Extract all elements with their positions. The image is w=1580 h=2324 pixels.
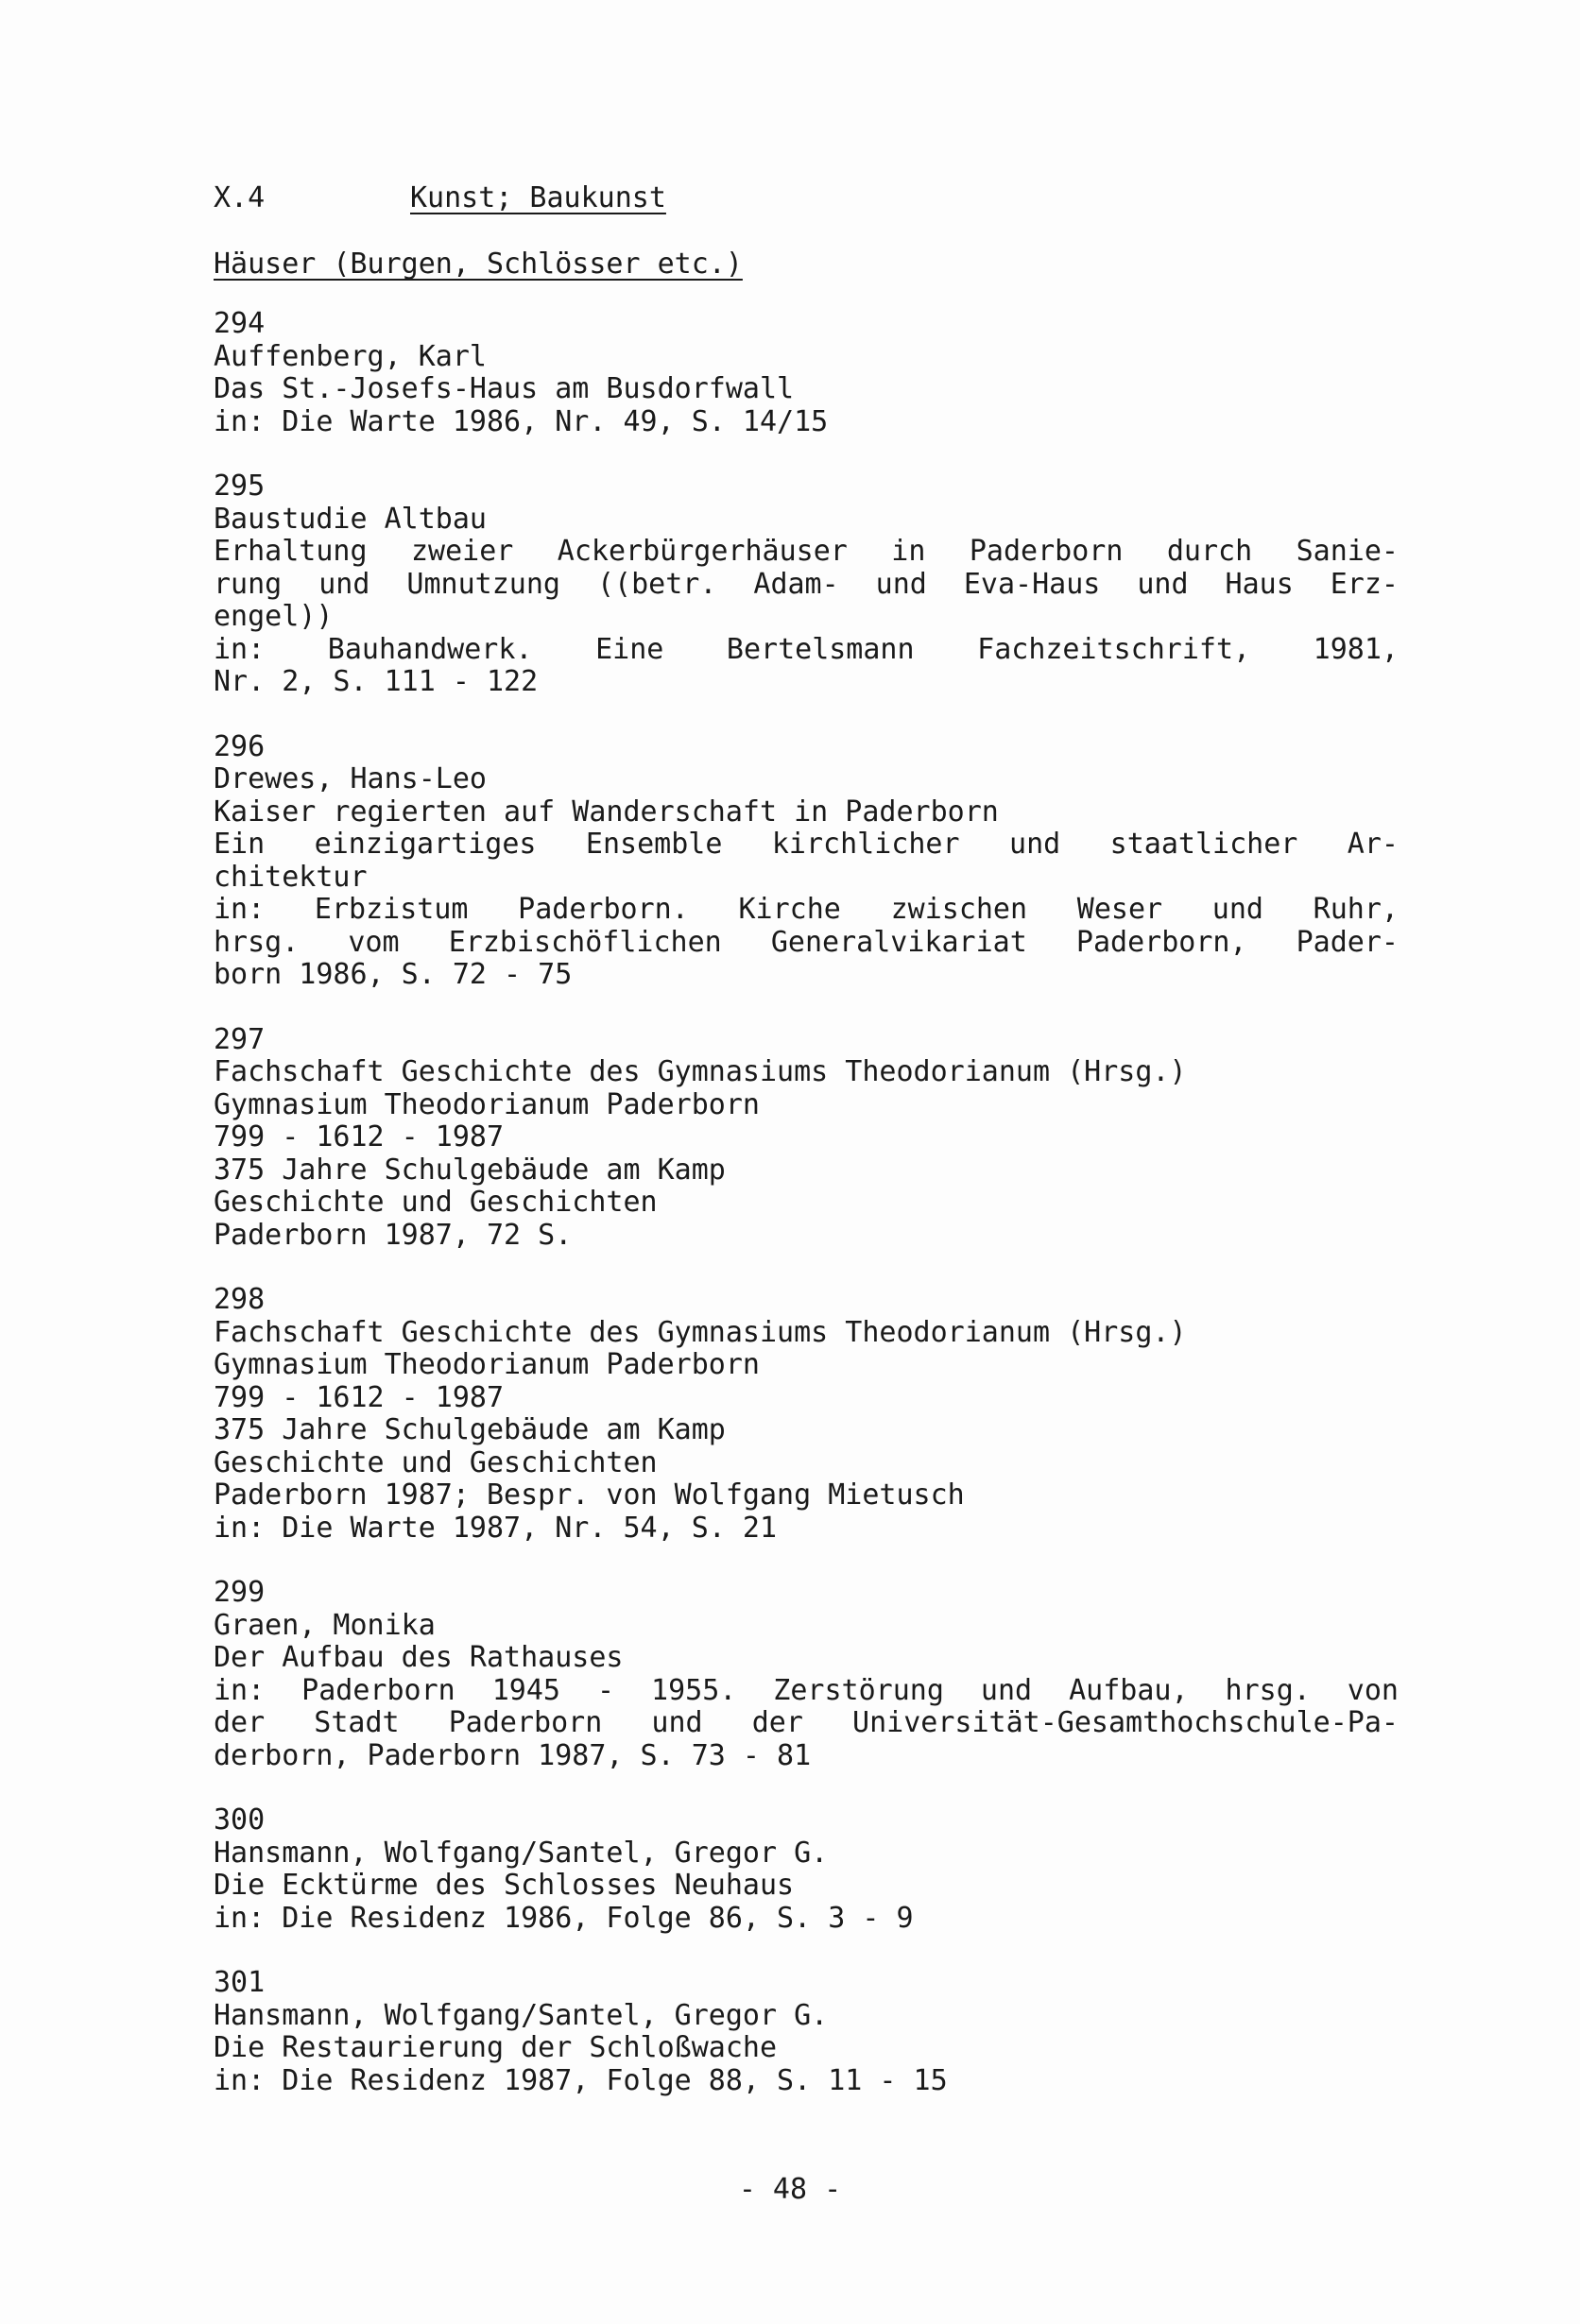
- entry-line: Gymnasium Theodorianum Paderborn: [214, 1087, 760, 1121]
- entry-number: 296: [214, 729, 266, 763]
- entry-line: Hansmann, Wolfgang/Santel, Gregor G.: [214, 1836, 829, 1870]
- entry-line: Fachschaft Geschichte des Gymnasiums Theodorianum (Hrsg.): [214, 1315, 1187, 1349]
- entry-line: in: Die Residenz 1986, Folge 86, S. 3 - 9: [214, 1901, 914, 1935]
- entry-line: born 1986, S. 72 - 75: [214, 958, 573, 991]
- entry-line: 375 Jahre Schulgebäude am Kamp: [214, 1153, 726, 1187]
- bibliography-entry: [214, 1967, 1399, 2097]
- entry-line: engel)): [214, 600, 334, 633]
- entry-line: Paderborn 1987; Bespr. von Wolfgang Mietusch: [214, 1478, 965, 1512]
- entry-line: Geschichte und Geschichten: [214, 1186, 658, 1219]
- entry-number: 294: [214, 307, 266, 340]
- entry-line: Ein einzigartiges Ensemble kirchlicher und staatlicher Ar-: [214, 828, 1399, 861]
- section-number: X.4: [214, 181, 266, 214]
- entry-line: Gymnasium Theodorianum Paderborn: [214, 1348, 760, 1381]
- bibliography-entry: [214, 1577, 1399, 1772]
- entry-number: 295: [214, 470, 266, 503]
- page-number: - 48 -: [738, 2173, 842, 2206]
- entry-number: 298: [214, 1283, 266, 1316]
- entry-line: Kaiser regierten auf Wanderschaft in Paderborn: [214, 795, 999, 829]
- entry-line: Auffenberg, Karl: [214, 339, 487, 373]
- entry-line: derborn, Paderborn 1987, S. 73 - 81: [214, 1738, 812, 1772]
- entry-line: Der Aufbau des Rathauses: [214, 1641, 624, 1674]
- entry-line: Graen, Monika: [214, 1608, 436, 1642]
- entry-line: Nr. 2, S. 111 - 122: [214, 665, 539, 698]
- entry-line: 799 - 1612 - 1987: [214, 1380, 505, 1414]
- entry-line: in: Die Residenz 1987, Folge 88, S. 11 - 15: [214, 2063, 948, 2097]
- entry-line: in: Paderborn 1945 - 1955. Zerstörung und Aufbau, hrsg. von: [214, 1673, 1399, 1707]
- entry-line: in: Erbzistum Paderborn. Kirche zwischen Weser und Ruhr,: [214, 893, 1399, 926]
- entry-line: 799 - 1612 - 1987: [214, 1120, 505, 1153]
- entry-line: Geschichte und Geschichten: [214, 1445, 658, 1479]
- entry-line: Hansmann, Wolfgang/Santel, Gregor G.: [214, 1998, 829, 2032]
- bibliography-entry: [214, 308, 1399, 438]
- entry-line: Drewes, Hans-Leo: [214, 762, 487, 795]
- entry-line: 375 Jahre Schulgebäude am Kamp: [214, 1413, 726, 1446]
- entry-line: rung und Umnutzung ((betr. Adam- und Eva-Haus und Haus Erz-: [214, 567, 1399, 601]
- entry-line: Das St.-Josefs-Haus am Busdorfwall: [214, 372, 795, 405]
- entry-line: der Stadt Paderborn und der Universität-Gesamthochschule-Pa-: [214, 1706, 1399, 1739]
- entry-number: 297: [214, 1022, 266, 1056]
- subheading: Häuser (Burgen, Schlösser etc.): [214, 248, 743, 281]
- section-header: [214, 179, 666, 217]
- bibliography-entry: [214, 1804, 1399, 1935]
- entry-line: in: Die Warte 1986, Nr. 49, S. 14/15: [214, 404, 829, 438]
- bibliography-entry: [214, 1284, 1399, 1545]
- entry-line: in: Bauhandwerk. Eine Bertelsmann Fachzeitschrift, 1981,: [214, 632, 1399, 666]
- entry-line: Baustudie Altbau: [214, 502, 487, 536]
- entry-number: 300: [214, 1803, 266, 1837]
- bibliography-entry: [214, 731, 1399, 992]
- entry-line: Paderborn 1987, 72 S.: [214, 1218, 573, 1252]
- bibliography-entry: [214, 470, 1399, 699]
- entry-line: hrsg. vom Erzbischöflichen Generalvikariat Paderborn, Pader-: [214, 925, 1399, 959]
- entry-line: in: Die Warte 1987, Nr. 54, S. 21: [214, 1511, 778, 1545]
- section-title: Kunst; Baukunst: [410, 181, 666, 214]
- entry-line: Die Ecktürme des Schlosses Neuhaus: [214, 1869, 795, 1902]
- bibliography-list: [214, 308, 1399, 2129]
- entry-number: 301: [214, 1966, 266, 1999]
- entry-number: 299: [214, 1576, 266, 1609]
- entry-line: Fachschaft Geschichte des Gymnasiums Theodorianum (Hrsg.): [214, 1055, 1187, 1088]
- entry-line: Die Restaurierung der Schloßwache: [214, 2031, 778, 2064]
- bibliography-entry: [214, 1024, 1399, 1253]
- entry-line: Erhaltung zweier Ackerbürgerhäuser in Paderborn durch Sanie-: [214, 535, 1399, 568]
- entry-line: chitektur: [214, 860, 368, 894]
